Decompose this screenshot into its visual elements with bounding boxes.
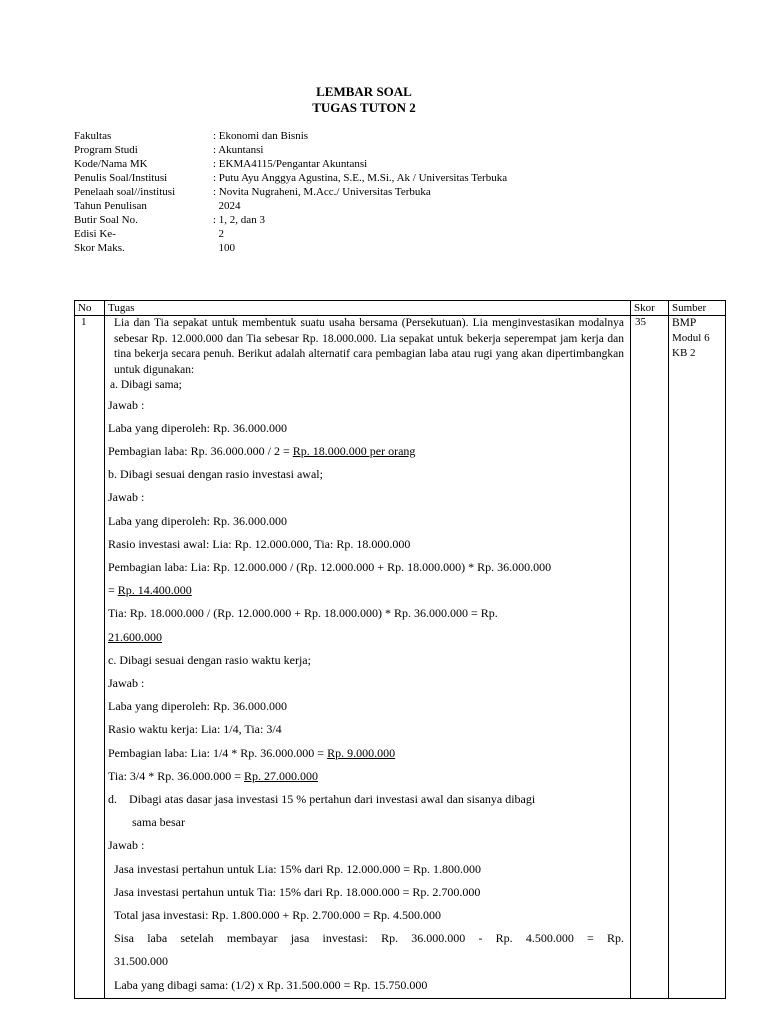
meta-value: : Ekonomi dan Bisnis (213, 130, 309, 142)
answer-d-sisa-line2: 31.500.000 (114, 954, 168, 969)
answer-b-rasio: Rasio investasi awal: Lia: Rp. 12.000.000, Tia: Rp. 18.000.000 (108, 536, 411, 551)
task-cell (105, 316, 631, 999)
header-tugas: Tugas (105, 301, 631, 316)
meta-value: : EKMA4115/Pengantar Akuntansi (213, 158, 368, 170)
meta-row-kode-mk (74, 157, 507, 171)
answer-b-tia-result-line (108, 626, 624, 649)
meta-row-program-studi (74, 143, 507, 157)
meta-row-penulis (74, 171, 507, 185)
answer-b-jawab: Jawab : (108, 490, 145, 505)
answer-b-lia-result-line (108, 579, 624, 602)
meta-label: Fakultas (74, 130, 112, 142)
answer-b-lia-eq: = (108, 583, 118, 598)
answer-d-jawab: Jawab : (108, 838, 145, 853)
answer-b-lia-line: Pembagian laba: Lia: Rp. 12.000.000 / (Rp. 12.000.000 + Rp. 18.000.000) * Rp. 36.000.000 (108, 559, 552, 574)
source-cell (669, 316, 726, 999)
meta-row-skor-maks (74, 241, 507, 255)
meta-value: 100 (213, 242, 235, 254)
answer-a-jawab: Jawab : (108, 397, 145, 412)
score-cell: 35 (631, 316, 669, 999)
source-modul: Modul 6 (672, 332, 710, 344)
answer-c-rasio: Rasio waktu kerja: Lia: 1/4, Tia: 3/4 (108, 722, 282, 737)
option-a-label: a. Dibagi sama; (110, 379, 182, 391)
answer-a-laba: Laba yang diperoleh: Rp. 36.000.000 (108, 420, 287, 435)
meta-label: Skor Maks. (74, 242, 125, 254)
meta-label: Butir Soal No. (74, 214, 138, 226)
metadata-block (74, 129, 507, 255)
answer-d-jasa-lia: Jasa investasi pertahun untuk Lia: 15% dari Rp. 12.000.000 = Rp. 1.800.000 (114, 861, 482, 876)
option-d-label-line2: sama besar (132, 815, 185, 830)
answer-d-total: Total jasa investasi: Rp. 1.800.000 + Rp. 2.700.000 = Rp. 4.500.000 (114, 907, 442, 922)
row-number: 1 (75, 316, 105, 999)
meta-label: Penulis Soal/Institusi (74, 172, 168, 184)
answer-c-tia-prefix: Tia: 3/4 * Rp. 36.000.000 = (108, 768, 245, 783)
document-subtitle: TUGAS TUTON 2 (312, 100, 416, 115)
meta-value: : Novita Nugraheni, M.Acc./ Universitas Terbuka (213, 186, 431, 198)
answer-c-lia (108, 742, 624, 765)
document-title: LEMBAR SOAL (316, 84, 412, 99)
source-bmp: BMP (672, 317, 697, 329)
meta-value: 2024 (213, 200, 241, 212)
header-no: No (75, 301, 105, 316)
meta-value: : Akuntansi (213, 144, 264, 156)
header-skor: Skor (631, 301, 669, 316)
meta-label: Edisi Ke- (74, 228, 116, 240)
answer-a-pembagian-prefix: Pembagian laba: Rp. 36.000.000 / 2 = (108, 443, 293, 458)
answer-d-dibagi: Laba yang dibagi sama: (1/2) x Rp. 31.500.000 = Rp. 15.750.000 (114, 977, 428, 992)
meta-row-penelaah (74, 185, 507, 199)
option-c-label: c. Dibagi sesuai dengan rasio waktu kerja; (108, 652, 311, 667)
meta-label: Penelaah soal//institusi (74, 186, 176, 198)
answer-b-laba: Laba yang diperoleh: Rp. 36.000.000 (108, 513, 287, 528)
answer-c-lia-prefix: Pembagian laba: Lia: 1/4 * Rp. 36.000.000 = (108, 745, 328, 760)
answer-a-result: Rp. 18.000.000 per orang (292, 443, 416, 458)
answer-c-lia-result: Rp. 9.000.000 (327, 745, 396, 760)
meta-label: Tahun Penulisan (74, 200, 147, 212)
answer-c-jawab: Jawab : (108, 675, 145, 690)
answer-c-laba: Laba yang diperoleh: Rp. 36.000.000 (108, 699, 287, 714)
table-row (75, 316, 726, 999)
answer-d-sisa-line1: Sisa laba setelah membayar jasa investasi: Rp. 36.000.000 - Rp. 4.500.000 = Rp. (114, 931, 624, 946)
header-sumber: Sumber (669, 301, 726, 316)
meta-label: Program Studi (74, 144, 138, 156)
meta-value: : Putu Ayu Anggya Agustina, S.E., M.Si., Ak / Universitas Terbuka (213, 172, 508, 184)
answer-b-tia-result: 21.600.000 (108, 629, 162, 644)
meta-row-fakultas (74, 129, 507, 143)
answer-a-pembagian (108, 440, 624, 463)
answer-b-tia-line: Tia: Rp. 18.000.000 / (Rp. 12.000.000 + Rp. 18.000.000) * Rp. 36.000.000 = Rp. (108, 606, 498, 621)
question-table (74, 300, 726, 999)
meta-value: : 1, 2, dan 3 (213, 214, 265, 226)
answer-b-lia-result: Rp. 14.400.000 (117, 583, 192, 598)
answer-block (108, 394, 627, 997)
meta-value: 2 (213, 228, 224, 240)
answer-d-jasa-tia: Jasa investasi pertahun untuk Tia: 15% dari Rp. 18.000.000 = Rp. 2.700.000 (114, 884, 481, 899)
option-b-label: b. Dibagi sesuai dengan rasio investasi awal; (108, 467, 323, 482)
meta-row-edisi (74, 227, 507, 241)
meta-row-butir-soal (74, 213, 507, 227)
meta-row-tahun (74, 199, 507, 213)
source-kb: KB 2 (672, 347, 696, 359)
question-text: Lia dan Tia sepakat untuk membentuk suatu usaha bersama (Persekutuan). Lia menginvestasikan modalnya sebesar Rp. 12.000.000 dan Tia sebesar Rp. 18.000.000. Lia sepakat untuk bekerja seperempat jam kerja dan tina bekerja secara penuh. Berikut adalah alternatif cara pembagian laba atau rugi yang akan dipertimbangkan untuk digunakan: (114, 317, 624, 376)
answer-c-tia-result: Rp. 27.000.000 (244, 768, 319, 783)
option-d-label-line1: d. Dibagi atas dasar jasa investasi 15 % pertahun dari investasi awal dan sisanya dibagi (108, 791, 536, 806)
meta-label: Kode/Nama MK (74, 158, 148, 170)
answer-c-tia (108, 765, 624, 788)
table-header-row (75, 301, 726, 316)
